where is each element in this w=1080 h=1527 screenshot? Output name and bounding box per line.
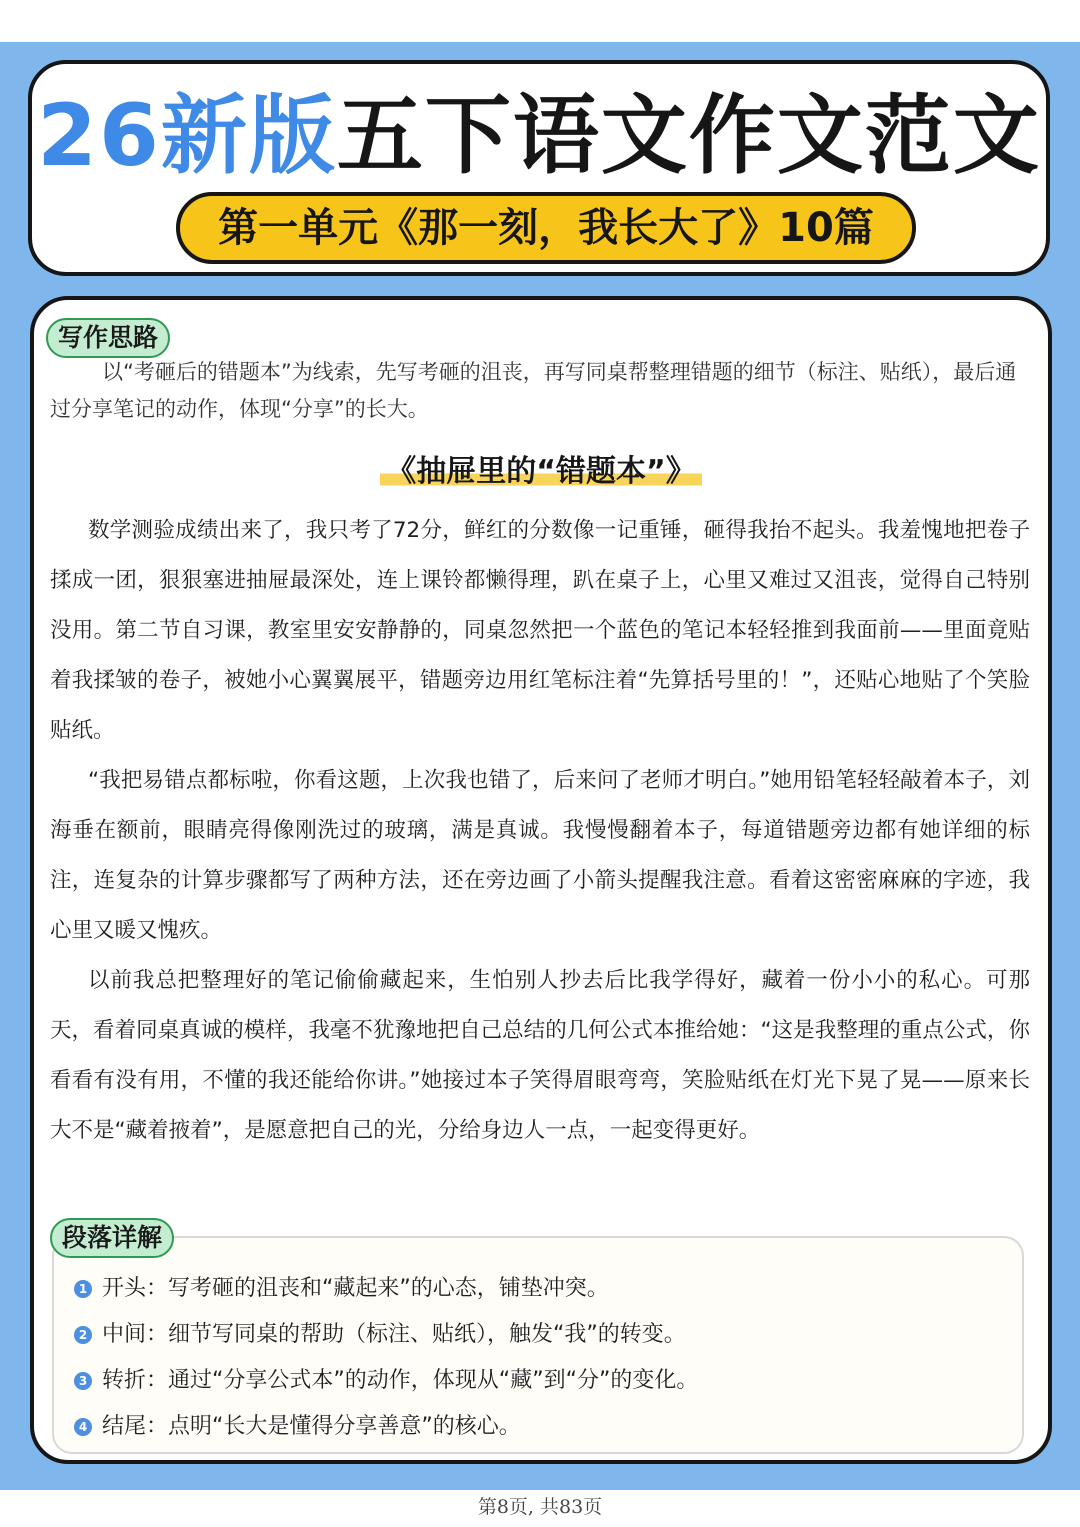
essay-paragraph: “我把易错点都标啦，你看这题，上次我也错了，后来问了老师才明白。”她用铅笔轻轻敲着本子，刘海垂在额前，眼睛亮得像刚洗过的玻璃，满是真诚。我慢慢翻着本子，每道错题旁边都有她详细的标注，连复杂的计算步骤都写了两种方法，还在旁边画了小箭头提醒我注意。看着这密密麻麻的字迹，我心里又暖又愧疚。 [50,768,1030,943]
paragraph-detail-tag: 段落详解 [50,1218,174,1258]
number-badge-icon: 2 [74,1326,92,1344]
paragraph-detail-box [52,1236,1024,1454]
main-title [32,86,1046,186]
page-number: 第8页, 共83页 [477,1496,603,1518]
detail-item [74,1358,698,1404]
number-badge-icon: 1 [74,1280,92,1298]
paragraph-detail-list [74,1266,698,1450]
number-badge-icon: 4 [74,1418,92,1436]
detail-text: 中间：细节写同桌的帮助（标注、贴纸），触发“我”的转变。 [102,1322,686,1347]
detail-item [74,1404,698,1450]
writing-idea-text: 以“考砸后的错题本”为线索，先写考砸的沮丧，再写同桌帮整理错题的细节（标注、贴纸），最后通过分享笔记的动作，体现“分享”的长大。 [50,360,1017,421]
detail-text: 结尾：点明“长大是懂得分享善意”的核心。 [102,1414,521,1439]
title-main: 五下语文作文范文 [336,86,1041,186]
essay-body [50,506,1030,1156]
essay-paragraph: 数学测验成绩出来了，我只考了72分，鲜红的分数像一记重锤，砸得我抬不起头。我羞愧地把卷子揉成一团，狠狠塞进抽屉最深处，连上课铃都懒得理，趴在桌子上，心里又难过又沮丧，觉得自己特别没用。第二节自习课，教室里安安静静的，同桌忽然把一个蓝色的笔记本轻轻推到我面前——里面竟贴着我揉皱的卷子，被她小心翼翼展平，错题旁边用红笔标注着“先算括号里的！”，还贴心地贴了个笑脸贴纸。 [50,518,1030,743]
detail-text: 转折：通过“分享公式本”的动作，体现从“藏”到“分”的变化。 [102,1368,699,1393]
title-card [28,60,1050,276]
number-badge-icon: 3 [74,1372,92,1390]
content-card [30,296,1052,1464]
detail-item [74,1266,698,1312]
essay-title-text: 《抽屉里的“错题本”》 [380,454,701,489]
detail-text: 开头：写考砸的沮丧和“藏起来”的心态，铺垫冲突。 [102,1276,609,1301]
essay-paragraph: 以前我总把整理好的笔记偷偷藏起来，生怕别人抄去后比我学得好，藏着一份小小的私心。可那天，看着同桌真诚的模样，我毫不犹豫地把自己总结的几何公式本推给她：“这是我整理的重点公式，你看看有没有用，不懂的我还能给你讲。”她接过本子笑得眉眼弯弯，笑脸贴纸在灯光下晃了晃——原来长大不是“藏着掖着”，是愿意把自己的光，分给身边人一点，一起变得更好。 [50,968,1030,1143]
subtitle-badge: 第一单元《那一刻，我长大了》10篇 [176,192,916,264]
writing-idea-tag: 写作思路 [46,318,170,358]
essay-title [34,450,1048,494]
title-edition: 26新版 [37,86,337,186]
detail-item [74,1312,698,1358]
